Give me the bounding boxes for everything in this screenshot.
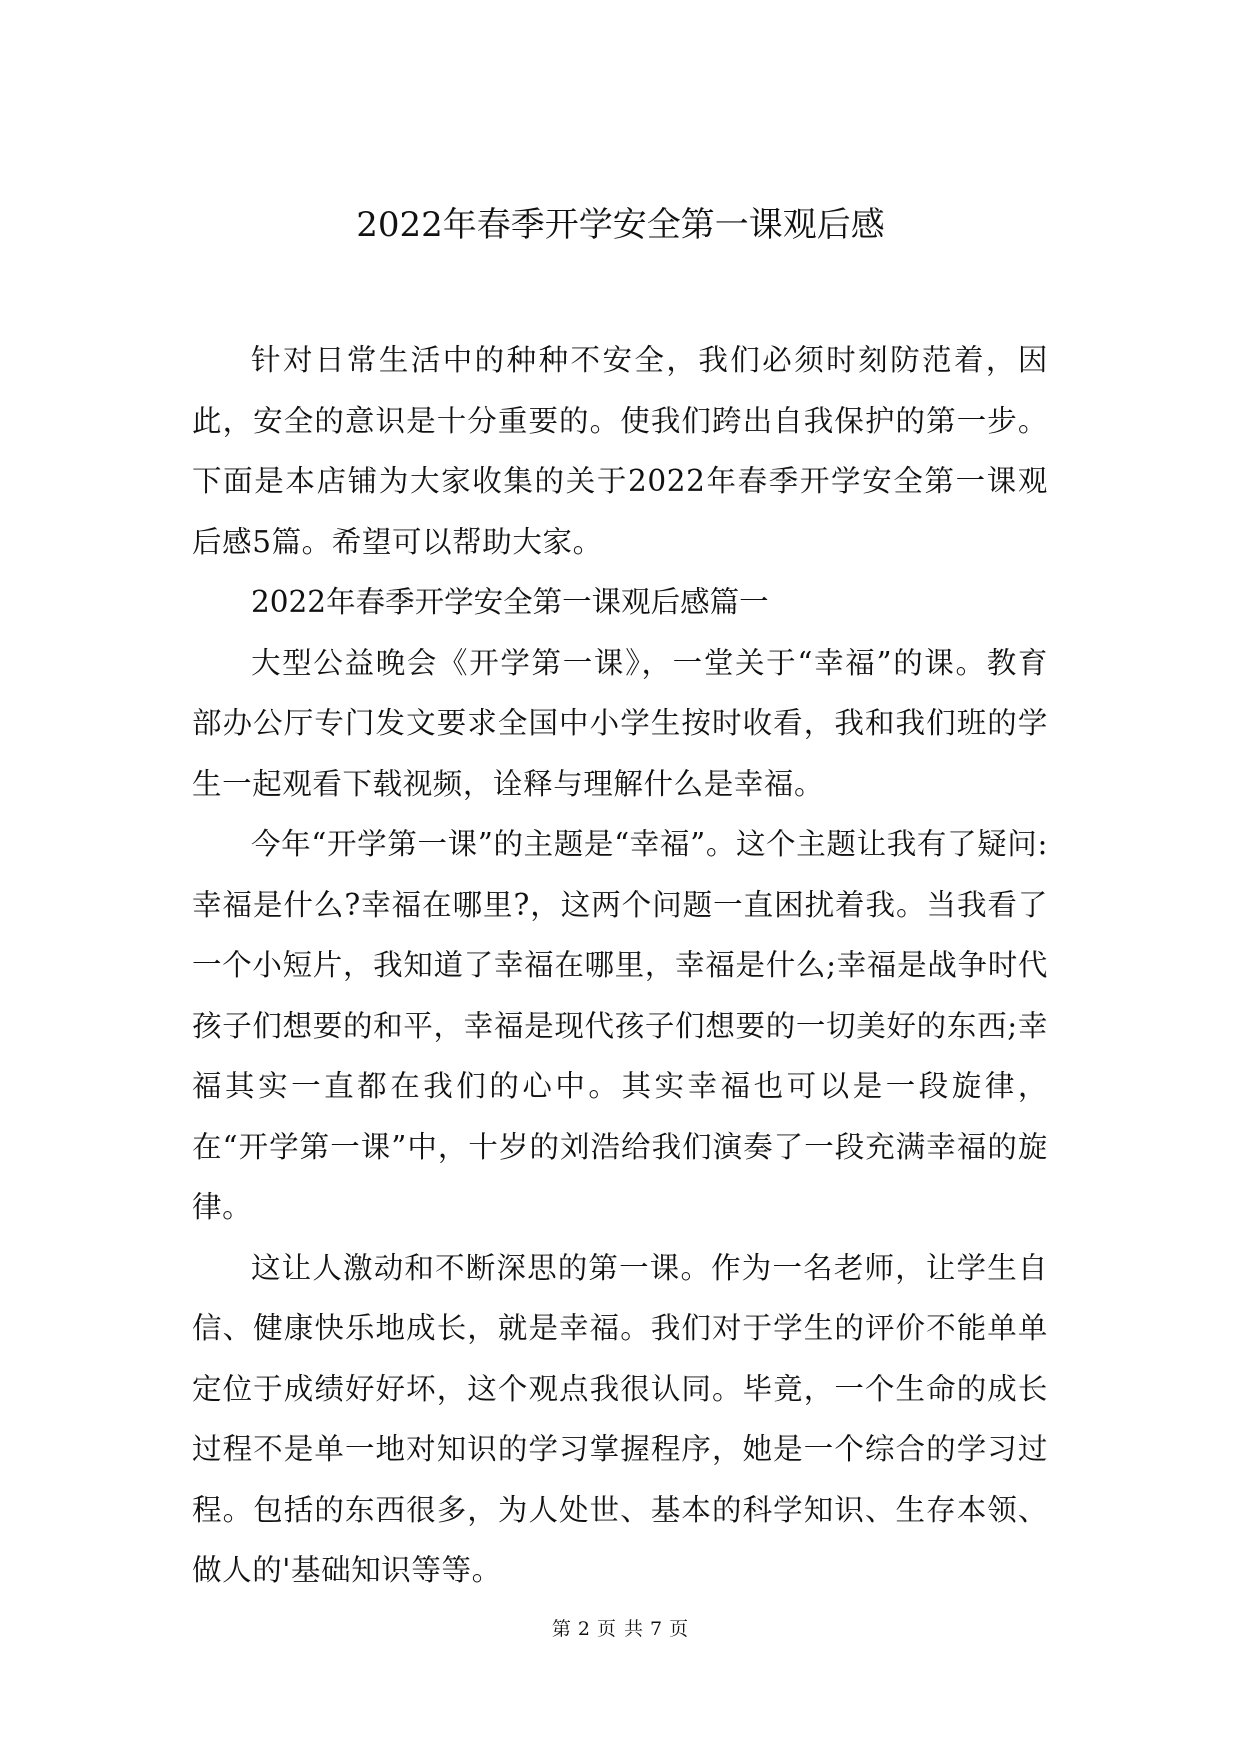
paragraph-2: 今年“开学第一课”的主题是“幸福”。这个主题让我有了疑问:幸福是什么?幸福在哪里?，这两个问题一直困扰着我。当我看了一个小短片，我知道了幸福在哪里，幸福是什么;幸福是战争时代孩子们想要的和平，幸福是现代孩子们想要的一切美好的东西;幸福其实一直都在我们的心中。其实幸福也可以是一段旋律，在“开学第一课”中，十岁的刘浩给我们演奏了一段充满幸福的旋律。 bbox=[192, 827, 1048, 1224]
section-heading: 2022年春季开学安全第一课观后感篇一 bbox=[251, 585, 769, 619]
paragraph-3: 这让人激动和不断深思的第一课。作为一名老师，让学生自信、健康快乐地成长，就是幸福。我们对于学生的评价不能单单定位于成绩好好坏，这个观点我很认同。毕竟，一个生命的成长过程不是单一地对知识的学习掌握程序，她是一个综合的学习过程。包括的东西很多，为人处世、基本的科学知识、生存本领、做人的'基础知识等等。 bbox=[192, 1250, 1048, 1587]
footer-prefix: 第 bbox=[551, 1618, 572, 1640]
footer-suffix: 页 bbox=[669, 1618, 690, 1640]
paragraph-intro: 针对日常生活中的种种不安全，我们必须时刻防范着，因此，安全的意识是十分重要的。使我们跨出自我保护的第一步。下面是本店铺为大家收集的关于2022年春季开学安全第一课观后感5篇。希望可以帮助大家。 bbox=[192, 343, 1048, 559]
document-body bbox=[192, 330, 1048, 1601]
footer-total-pages: 7 bbox=[650, 1618, 664, 1640]
page-footer bbox=[0, 1617, 1241, 1641]
footer-page-number: 2 bbox=[577, 1618, 591, 1640]
document-title: 2022年春季开学安全第一课观后感 bbox=[356, 205, 885, 245]
paragraph-1: 大型公益晚会《开学第一课》，一堂关于“幸福”的课。教育部办公厅专门发文要求全国中小学生按时收看，我和我们班的学生一起观看下载视频，诠释与理解什么是幸福。 bbox=[192, 645, 1048, 801]
footer-middle: 页 共 bbox=[596, 1618, 645, 1640]
